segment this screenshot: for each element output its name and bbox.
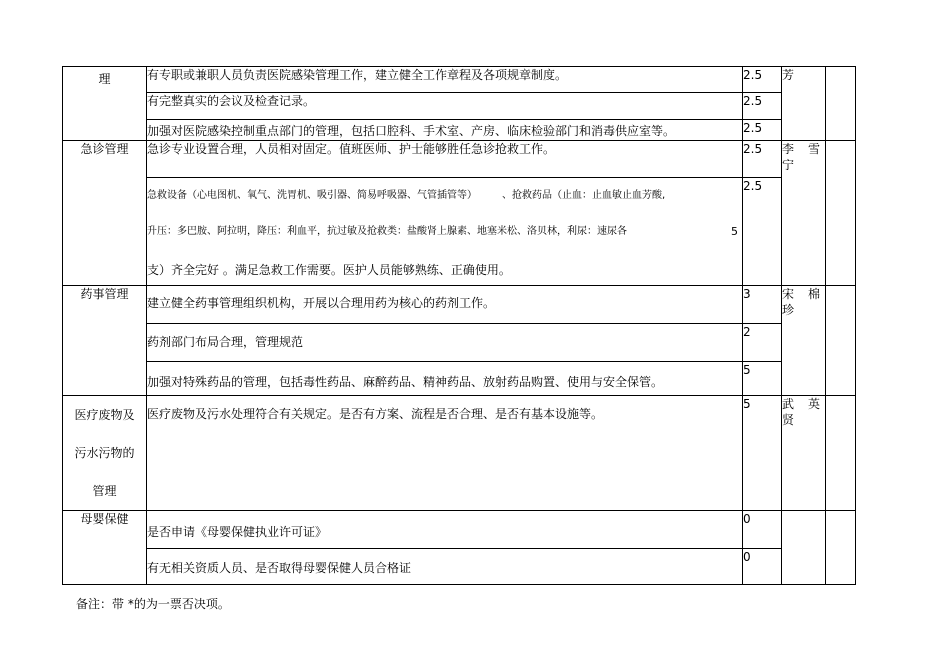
inspector-cell: 李 雪宁 — [782, 141, 826, 286]
item-text: 药剂部门布局合理，管理规范 — [147, 324, 743, 362]
inspection-score-table — [62, 66, 856, 585]
score-cell: 2.5 — [743, 120, 782, 141]
score-cell: 2.5 — [743, 141, 782, 178]
table-row — [63, 286, 856, 324]
item-text: 加强对医院感染控制重点部门的管理，包括口腔科、手术室、产房、临床检验部门和消毒供应室等。 — [147, 120, 743, 141]
category-cell: 理 — [63, 67, 147, 141]
category-cell — [63, 396, 147, 511]
item-text: 建立健全药事管理组织机构，开展以合理用药为核心的药剂工作。 — [147, 286, 743, 324]
item-text: 有无相关资质人员、是否取得母婴保健人员合格证 — [147, 549, 743, 585]
emergency-equipment-item — [147, 178, 743, 286]
blank-cell — [826, 511, 856, 585]
item-text: 急诊专业设置合理，人员相对固定。值班医师、护士能够胜任急诊抢救工作。 — [147, 141, 743, 178]
category-cell: 母婴保健 — [63, 511, 147, 585]
blank-cell — [826, 286, 856, 396]
blank-cell — [826, 396, 856, 511]
score-cell: 3 — [743, 286, 782, 324]
inspector-cell: 武 英贤 — [782, 396, 826, 511]
inspector-cell: 宋 棉珍 — [782, 286, 826, 396]
score-cell: 2 — [743, 324, 782, 362]
table-row — [63, 141, 856, 178]
score-cell: 2.5 — [743, 178, 782, 286]
table-row — [63, 67, 856, 93]
table-row — [63, 511, 856, 549]
table-row — [63, 324, 856, 362]
table-row — [63, 549, 856, 585]
item-text-segment: 升压：多巴胺、阿拉明，降压：利血平，抗过敏及抢救类：盐酸肾上腺素、地塞米松、洛贝林，利尿：速尿各 — [147, 226, 627, 237]
score-cell: 0 — [743, 549, 782, 585]
score-cell: 5 — [743, 362, 782, 396]
inspector-cell: 芳 — [782, 67, 826, 141]
category-cell: 急诊管理 — [63, 141, 147, 286]
table-row — [63, 120, 856, 141]
table-row — [63, 362, 856, 396]
category-cell: 药事管理 — [63, 286, 147, 396]
blank-cell — [826, 141, 856, 286]
item-text-line: 支）齐全完好 。满足急救工作需要。医护人员能够熟练、正确使用。 — [147, 263, 511, 277]
category-line: 医疗废物及 — [74, 408, 135, 422]
item-text: 加强对特殊药品的管理，包括毒性药品、麻醉药品、精神药品、放射药品购置、使用与安全保管。 — [147, 362, 743, 396]
table-row — [63, 93, 856, 120]
item-text: 有专职或兼职人员负责医院感染管理工作，建立健全工作章程及各项规章制度。 — [147, 67, 743, 93]
item-text: 是否申请《母婴保健执业许可证》 — [147, 511, 743, 549]
score-cell: 2.5 — [743, 67, 782, 93]
item-text-segment: 5 — [731, 225, 738, 238]
footnote: 备注：带 *的为一票否决项。 — [76, 597, 230, 611]
item-text-line: 急救设备（心电图机、氧气、洗胃机、吸引器、简易呼吸器、气管插管等） 、抢救药品（止血：止血敏止血芳酸, — [147, 190, 666, 201]
category-line: 污水污物的 — [74, 446, 135, 460]
category-line: 管理 — [92, 484, 117, 498]
inspector-cell — [782, 511, 826, 585]
blank-cell — [826, 67, 856, 141]
table-row — [63, 178, 856, 286]
item-text: 医疗废物及污水处理符合有关规定。是否有方案、流程是否合理、是否有基本设施等。 — [147, 396, 743, 511]
item-text-line — [147, 224, 742, 240]
score-cell: 2.5 — [743, 93, 782, 120]
table-row — [63, 396, 856, 511]
score-cell: 5 — [743, 396, 782, 511]
score-cell: 0 — [743, 511, 782, 549]
item-text: 有完整真实的会议及检查记录。 — [147, 93, 743, 120]
